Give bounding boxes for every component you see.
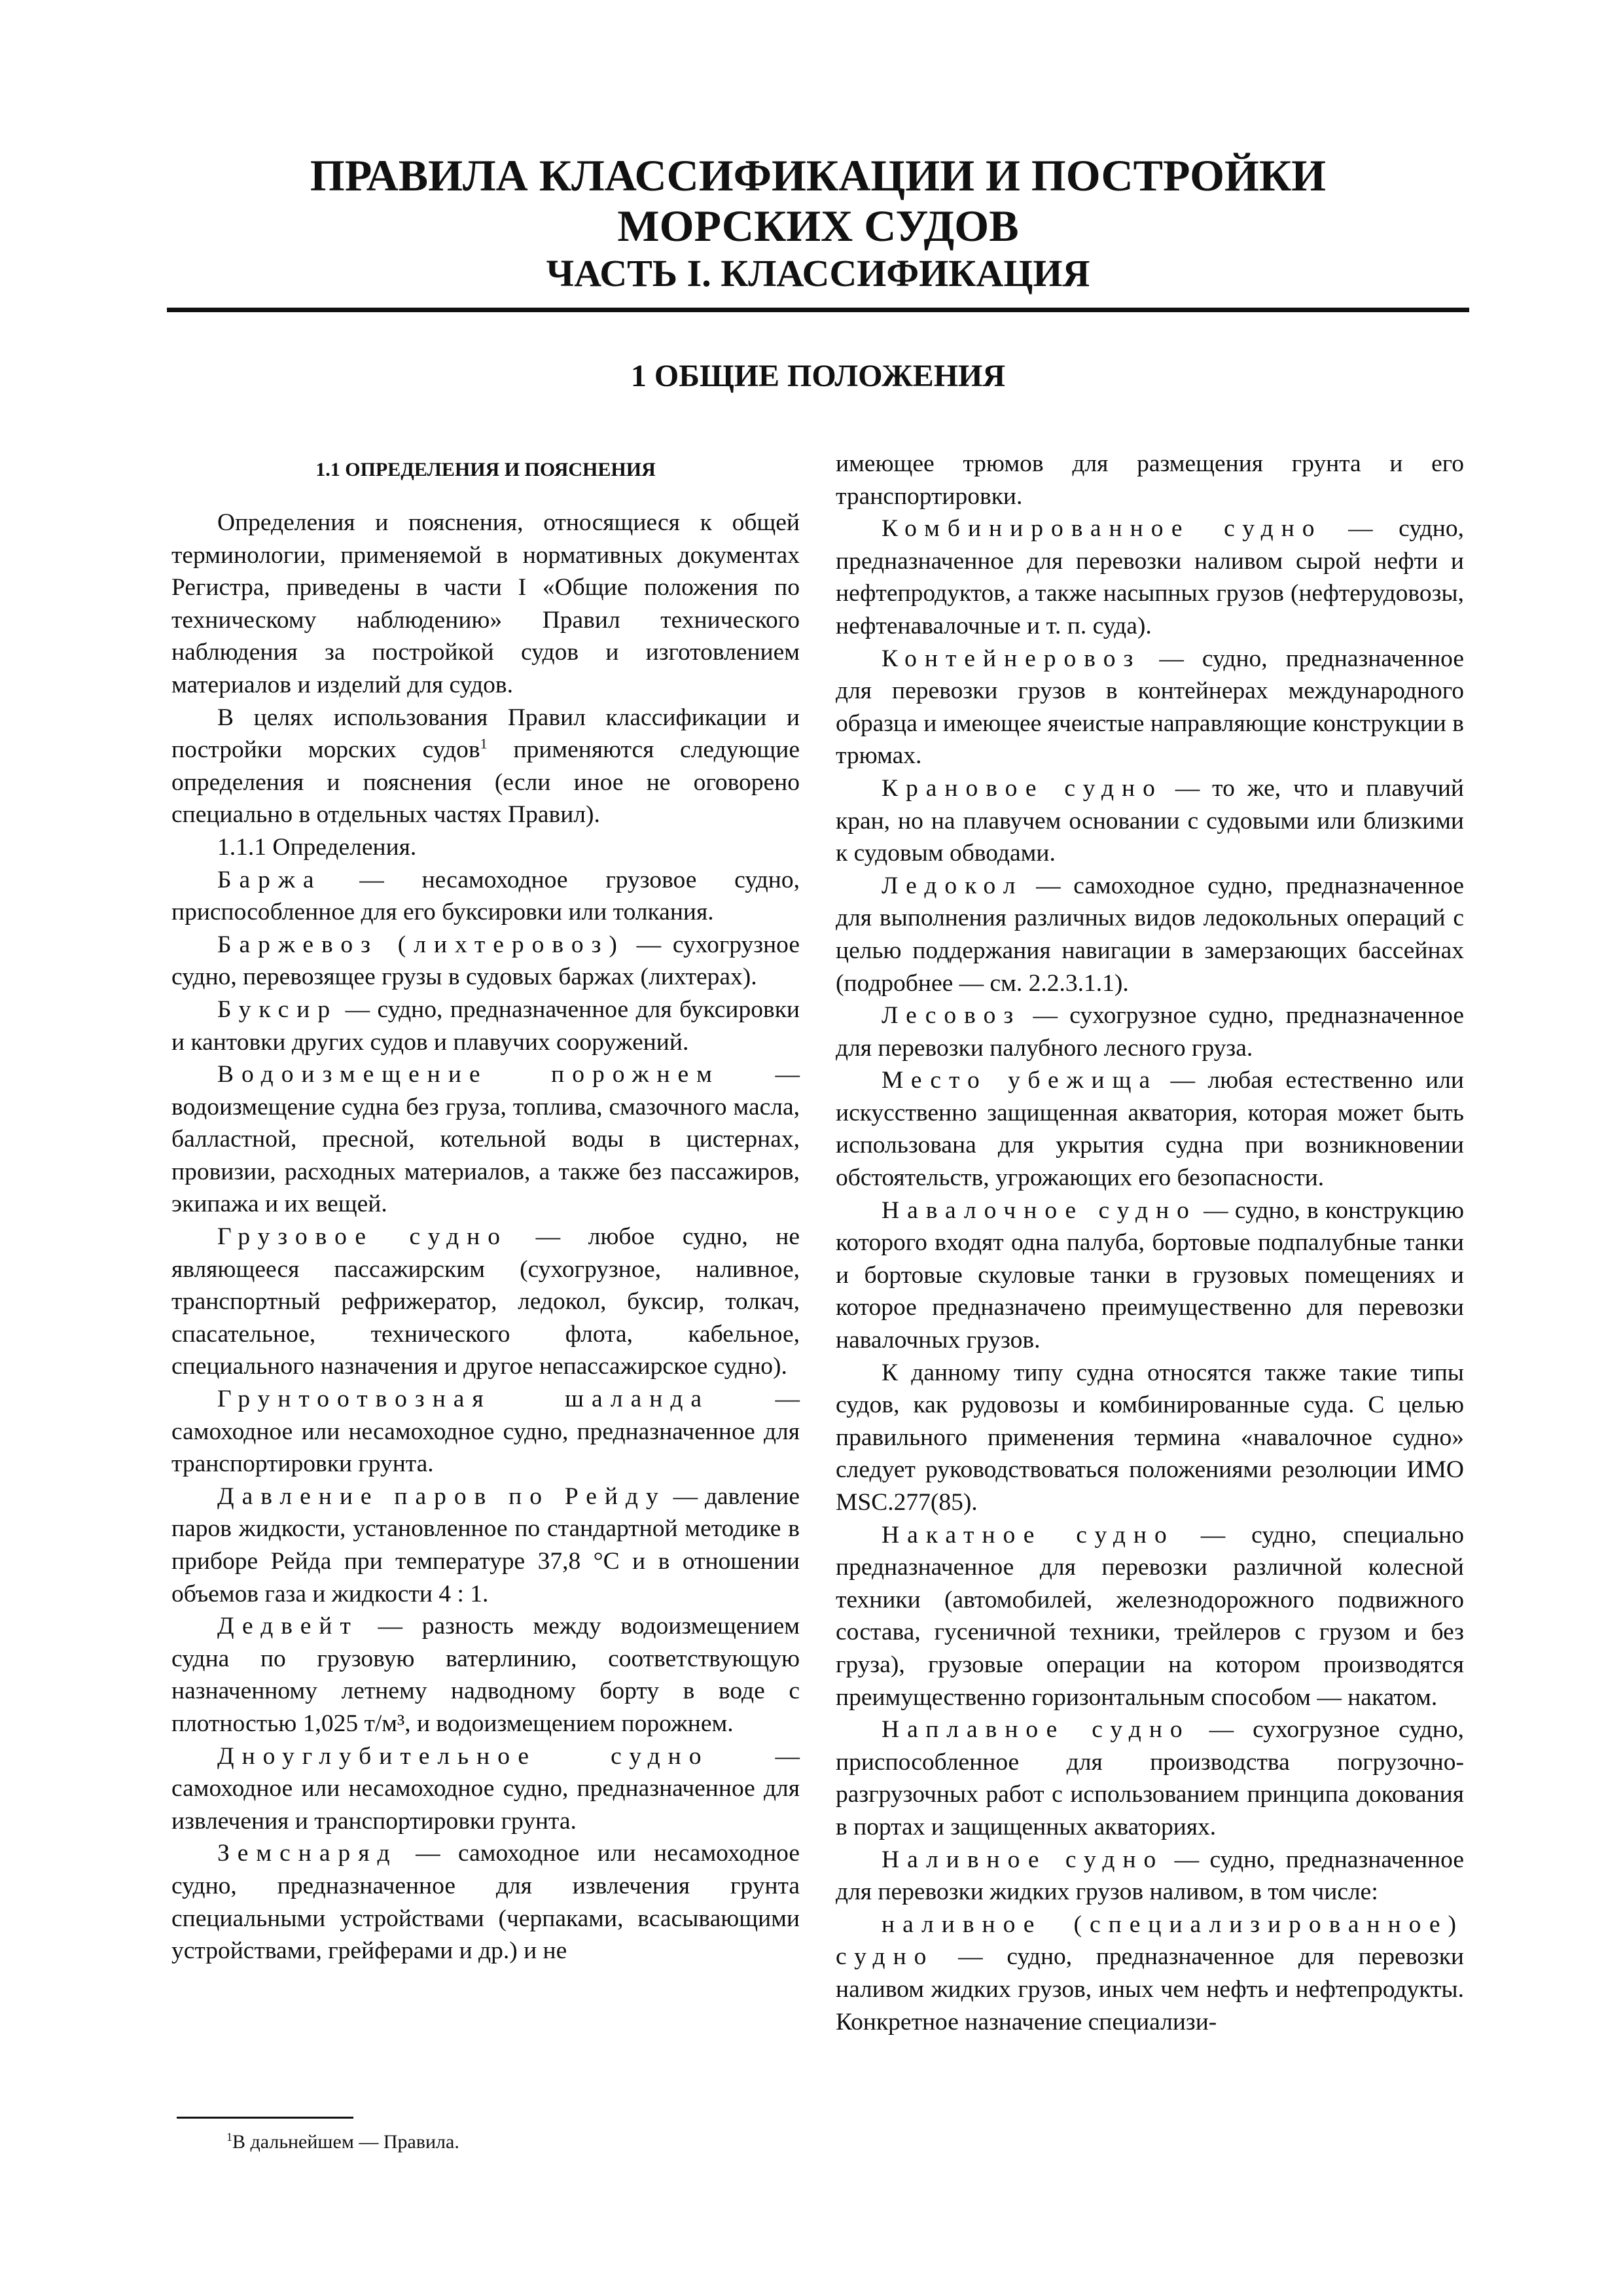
paragraph-text: Определения и пояснения, относящиеся к общей терминологии, применяемой в нормативных документах Регистра, приведены в части I «Общие положения по техническому наблюдению» Правил технического наблюдения за постройкой судов и изготовлением материалов и изделий для судов. xyxy=(171,509,800,698)
footnote-reference: 1 xyxy=(480,735,488,752)
body-paragraph xyxy=(171,702,800,831)
paragraph-text: — любое судно, не являющееся пассажирским (сухогрузное, наливное, транспортный рефрижератор, ледокол, буксир, толкач, спасательное, технического флота, кабельное, специального назначения и другое непассажирское судно). xyxy=(171,1223,800,1380)
definition-paragraph xyxy=(171,929,800,994)
paragraph-text: — то же, что и плавучий кран, но на плавучем основании с судовыми или близкими к судовым обводами. xyxy=(836,774,1465,867)
definition-paragraph xyxy=(171,1837,800,1967)
paragraph-text: — разность между водоизмещением судна по грузовую ватерлинию, соответствующую назначенному летнему надводному борту в воде с плотностью 1,025 т/м³, и водоизмещением порожнем. xyxy=(171,1613,800,1737)
paragraph-text: — судно, предназначенное для перевозки наливом сырой нефти и нефтепродуктов, а также насыпных грузов (нефтерудовозы, нефтенавалочные и т. п. суда). xyxy=(836,515,1464,639)
defined-term: Буксир xyxy=(217,996,338,1023)
body-paragraph xyxy=(171,831,800,864)
defined-term: Земснаряд xyxy=(217,1840,398,1867)
paragraph-text: В целях использования Правил классификации и постройки морских судов xyxy=(171,704,800,764)
defined-term: Грунтоотвозная шаланда xyxy=(217,1386,710,1413)
defined-term: Навалочное судно xyxy=(882,1196,1197,1224)
definition-paragraph xyxy=(171,994,800,1058)
defined-term: Дедвейт xyxy=(217,1613,359,1640)
paragraph-text: — судно, специально предназначенное для перевозки различной колесной техники (автомобилей, железнодорожного подвижного состава, гусеничной техники, трейлеров с грузом и без груза), грузовые операции на котором производятся преимущественно горизонтальным способом — накатом. xyxy=(836,1521,1464,1711)
footnote-text: В дальнейшем — Правила. xyxy=(232,2131,459,2153)
defined-term: Крановое судно xyxy=(882,774,1163,802)
right-column xyxy=(836,448,1464,2038)
definition-paragraph xyxy=(836,1519,1464,1714)
defined-term: Место убежища xyxy=(882,1067,1158,1094)
left-column xyxy=(171,448,800,1967)
paragraph-text: — самоходное или несамоходное судно, предназначенное для извлечения и транспортировки грунта. xyxy=(171,1742,800,1835)
body-paragraph xyxy=(171,507,800,702)
paragraph-text: — давление паров жидкости, установленное по стандартной методике в приборе Рейда при температуре 37,8 °С и в отношении объемов газа и жидкости 4 : 1. xyxy=(171,1482,800,1607)
defined-term: наливное (специализированное) судно xyxy=(836,1910,1464,1971)
paragraph-text: имеющее трюмов для размещения грунта и его транспортировки. xyxy=(836,450,1464,510)
definition-paragraph xyxy=(836,1844,1464,1909)
paragraph-text: — самоходное или несамоходное судно, предназначенное для транспортировки грунта. xyxy=(171,1386,800,1478)
footnote-rule xyxy=(177,2117,353,2119)
defined-term: Наплавное судно xyxy=(882,1716,1190,1744)
defined-term: Лесовоз xyxy=(882,1002,1022,1030)
section-title: 1 ОБЩИЕ ПОЛОЖЕНИЯ xyxy=(630,359,1006,393)
definition-paragraph xyxy=(836,643,1464,772)
defined-term: Баржа xyxy=(217,866,322,893)
document-title-line-2: МОРСКИХ СУДОВ xyxy=(617,201,1019,251)
definition-paragraph xyxy=(171,1610,800,1740)
subsection-title: 1.1 ОПРЕДЕЛЕНИЯ И ПОЯСНЕНИЯ xyxy=(315,459,656,480)
definition-paragraph xyxy=(836,512,1464,642)
paragraph-text: применяются следующие определения и пояснения (если иное не оговорено специально в отдельных частях Правил). xyxy=(171,736,800,829)
paragraph-text: — судно, предназначенное для перевозки наливом жидких грузов, иных чем нефть и нефтепродукты. Конкретное назначение специализи- xyxy=(836,1943,1464,2036)
body-paragraph xyxy=(836,1357,1464,1519)
paragraph-text: К данному типу судна относятся также такие типы судов, как рудовозы и комбинированные суда. С целью правильного применения термина «навалочное судно» следует руководствоваться положениями резолюции ИМО MSC.277(85). xyxy=(836,1359,1464,1516)
definition-paragraph xyxy=(836,1064,1464,1194)
body-paragraph xyxy=(836,448,1464,512)
paragraph-text: — сухогрузное судно, приспособленное для производства погрузочно-разгрузочных работ с использованием принципа докования в портах и защищенных акваториях. xyxy=(836,1716,1464,1840)
paragraph-text: — любая естественно или искусственно защищенная акватория, которая может быть использована для укрытия судна при возникновении обстоятельств, угрожающих его безопасности. xyxy=(836,1067,1464,1192)
defined-term: Комбинированное судно xyxy=(882,515,1323,543)
header-rule xyxy=(167,308,1469,312)
definition-paragraph xyxy=(171,864,800,929)
paragraph-text: — водоизмещение судна без груза, топлива, смазочного масла, балластной, пресной, котельной воды в цистернах, провизии, расходных материалов, а также без пассажиров, экипажа и их вещей. xyxy=(171,1061,800,1218)
defined-term: Контейнеровоз xyxy=(882,645,1141,672)
defined-term: Грузовое судно xyxy=(217,1223,508,1251)
defined-term: Давление паров по Рейду xyxy=(217,1482,666,1510)
defined-term: Водоизмещение порожнем xyxy=(217,1061,720,1088)
paragraph-text: — судно, предназначенное для буксировки и кантовки других судов и плавучих сооружений. xyxy=(171,996,800,1056)
definition-paragraph xyxy=(836,1713,1464,1843)
definition-paragraph xyxy=(171,1221,800,1383)
definition-paragraph xyxy=(171,1383,800,1480)
definition-paragraph xyxy=(836,1909,1464,2038)
paragraph-text: — сухогрузное судно, предназначенное для перевозки палубного лесного груза. xyxy=(836,1002,1464,1062)
defined-term: Баржевоз (лихтеровоз) xyxy=(217,931,625,958)
definition-paragraph xyxy=(171,1480,800,1610)
definition-paragraph xyxy=(836,1194,1464,1357)
paragraph-text: — несамоходное грузовое судно, приспособленное для его буксировки или толкания. xyxy=(171,866,800,926)
definition-paragraph xyxy=(836,999,1464,1064)
definition-paragraph xyxy=(836,772,1464,870)
paragraph-text: — судно, предназначенное для перевозки грузов в контейнерах международного образца и имеющее ячеистые направляющие конструкции в трюмах. xyxy=(836,645,1464,770)
defined-term: Наливное судно xyxy=(882,1846,1164,1873)
part-title: ЧАСТЬ I. КЛАССИФИКАЦИЯ xyxy=(546,252,1090,295)
paragraph-text: — судно, предназначенное для перевозки жидких грузов наливом, в том числе: xyxy=(836,1846,1464,1906)
defined-term: Накатное судно xyxy=(882,1521,1175,1549)
document-title-line-1: ПРАВИЛА КЛАССИФИКАЦИИ И ПОСТРОЙКИ xyxy=(310,151,1327,200)
definition-paragraph xyxy=(836,870,1464,999)
definition-paragraph xyxy=(171,1058,800,1221)
defined-term: Ледокол xyxy=(882,872,1024,899)
footnote-mark: 1 xyxy=(226,2130,232,2144)
paragraph-text: 1.1.1 Определения. xyxy=(217,833,417,861)
paragraph-text: — самоходное или несамоходное судно, предназначенное для извлечения грунта специальными устройствами (черпаками, всасывающими устройствами, грейферами и др.) и не xyxy=(171,1840,800,1965)
footnote xyxy=(226,2130,459,2155)
defined-term: Дноуглубительное судно xyxy=(217,1742,709,1770)
paragraph-text: — судно, в конструкцию которого входят одна палуба, бортовые подпалубные танки и бортовые скуловые танки в грузовых помещениях и которое предназначено преимущественно для перевозки навалочных грузов. xyxy=(836,1196,1464,1354)
definition-paragraph xyxy=(171,1740,800,1838)
paragraph-text: — сухогрузное судно, перевозящее грузы в судовых баржах (лихтерах). xyxy=(171,931,800,991)
paragraph-text: — самоходное судно, предназначенное для выполнения различных видов ледокольных операций с целью поддержания навигации в замерзающих бассейнах (подробнее — см. 2.2.3.1.1). xyxy=(836,872,1464,997)
